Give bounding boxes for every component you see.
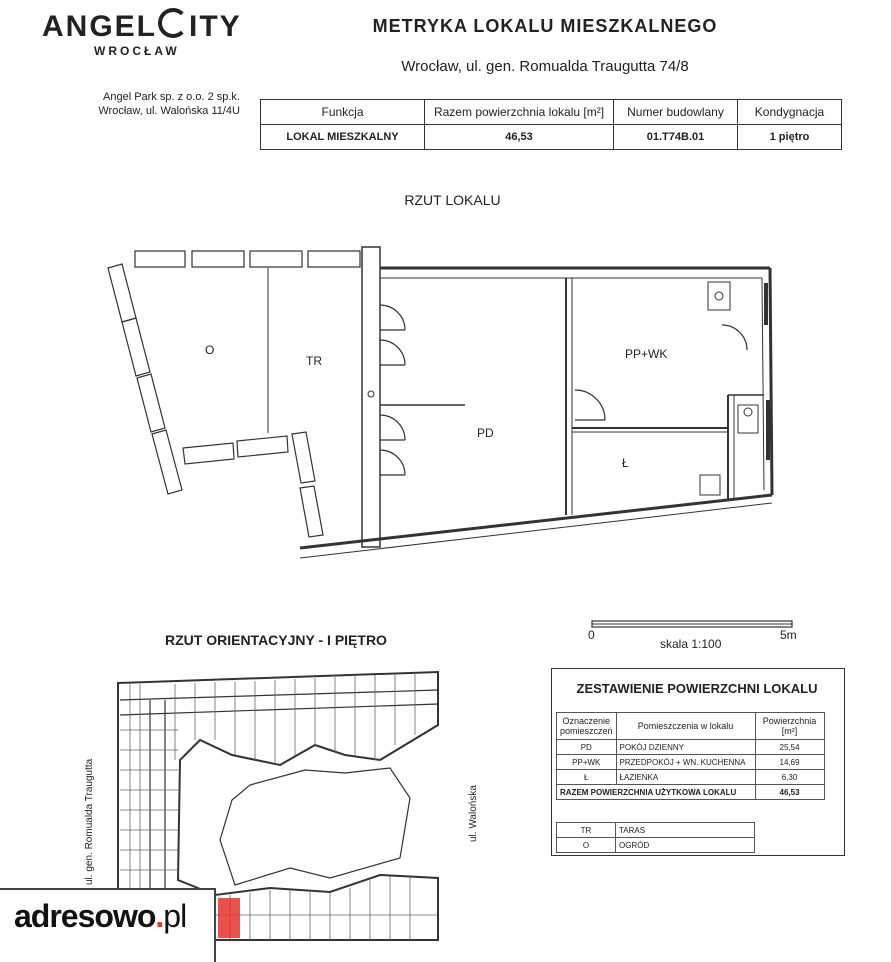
- table-row: [557, 740, 825, 755]
- table-row: [557, 838, 755, 853]
- row-code: Ł: [557, 770, 617, 785]
- paver: [192, 251, 244, 267]
- table-row: [557, 770, 825, 785]
- row-code: PD: [557, 740, 617, 755]
- paver: [237, 436, 288, 457]
- unit-highlight: [218, 898, 240, 938]
- scale-label: skala 1:100: [660, 637, 722, 651]
- summary-title: ZESTAWIENIE POWIERZCHNI LOKALU: [576, 681, 818, 696]
- paver: [135, 251, 185, 267]
- page-title: METRYKA LOKALU MIESZKALNEGO: [372, 16, 718, 36]
- paver: [137, 374, 165, 432]
- row-name: ŁAZIENKA: [616, 770, 755, 785]
- paver: [108, 264, 136, 322]
- info-header-function: Funkcja: [261, 100, 425, 125]
- info-value-function: LOKAL MIESZKALNY: [261, 125, 425, 150]
- plan-title: RZUT LOKALU: [404, 192, 501, 208]
- summary-header-area: Powierzchnia [m²]: [755, 713, 824, 740]
- extra-name: TARAS: [616, 823, 755, 838]
- row-area: 25,54: [755, 740, 824, 755]
- room-label-pd: PD: [477, 426, 494, 440]
- row-area: 14,69: [755, 755, 824, 770]
- summary-header-code: Oznaczenie pomieszczeń: [557, 713, 617, 740]
- extra-code: TR: [557, 823, 616, 838]
- street-label-traugutta: ul. gen. Romualda Traugutta: [84, 758, 95, 885]
- address: Wrocław, ul. gen. Romualda Traugutta 74/8: [401, 58, 689, 75]
- street-label-walonska: ul. Walońska: [468, 785, 479, 842]
- watermark-logo[interactable]: [14, 898, 186, 935]
- row-code: PP+WK: [557, 755, 617, 770]
- paver: [308, 251, 360, 267]
- scale-end: 5m: [780, 628, 797, 642]
- scale-start: 0: [588, 628, 595, 642]
- company-name: Angel Park sp. z o.o. 2 sp.k.: [103, 91, 240, 103]
- row-area: 6,30: [755, 770, 824, 785]
- info-value-number: 01.T74B.01: [614, 125, 738, 150]
- info-header-number: Numer budowlany: [614, 100, 738, 125]
- total-value: 46,53: [755, 785, 824, 800]
- company-address: Wrocław, ul. Walońska 11/4U: [98, 105, 240, 117]
- row-name: PRZEDPOKÓJ + WN. KUCHENNA: [616, 755, 755, 770]
- table-row: [557, 823, 755, 838]
- summary-header-name: Pomieszczenia w lokalu: [616, 713, 755, 740]
- paver: [300, 486, 323, 537]
- room-label-tr: TR: [306, 354, 322, 368]
- extra-code: O: [557, 838, 616, 853]
- watermark-dot: .: [155, 898, 164, 934]
- paver: [152, 430, 182, 494]
- total-row: [557, 785, 825, 800]
- info-header-floor: Kondygnacja: [738, 100, 842, 125]
- paver: [122, 318, 150, 376]
- watermark-brand: adresowo: [14, 898, 156, 934]
- orientation-title: RZUT ORIENTACYJNY - I PIĘTRO: [165, 632, 387, 648]
- room-label-o: O: [205, 343, 215, 357]
- logo-text-tail: ITY: [189, 10, 242, 43]
- total-label: RAZEM POWIERZCHNIA UŻYTKOWA LOKALU: [557, 785, 756, 800]
- logo-subtitle: WROCŁAW: [94, 44, 180, 58]
- extra-table: [556, 822, 755, 853]
- info-header-area: Razem powierzchnia lokalu [m²]: [425, 100, 614, 125]
- paver: [292, 432, 315, 483]
- room-label-ppwk: PP+WK: [625, 347, 668, 361]
- summary-table: [556, 712, 825, 800]
- paver: [250, 251, 302, 267]
- room-label-l: Ł: [622, 456, 629, 470]
- extra-name: OGRÓD: [616, 838, 755, 853]
- watermark-suffix: pl: [163, 898, 187, 934]
- table-row: [557, 755, 825, 770]
- info-value-floor: 1 piętro: [738, 125, 842, 150]
- paver: [183, 443, 234, 464]
- info-value-area: 46,53: [425, 125, 614, 150]
- row-name: POKÓJ DZIENNY: [616, 740, 755, 755]
- logo-text: ANGEL: [42, 10, 157, 43]
